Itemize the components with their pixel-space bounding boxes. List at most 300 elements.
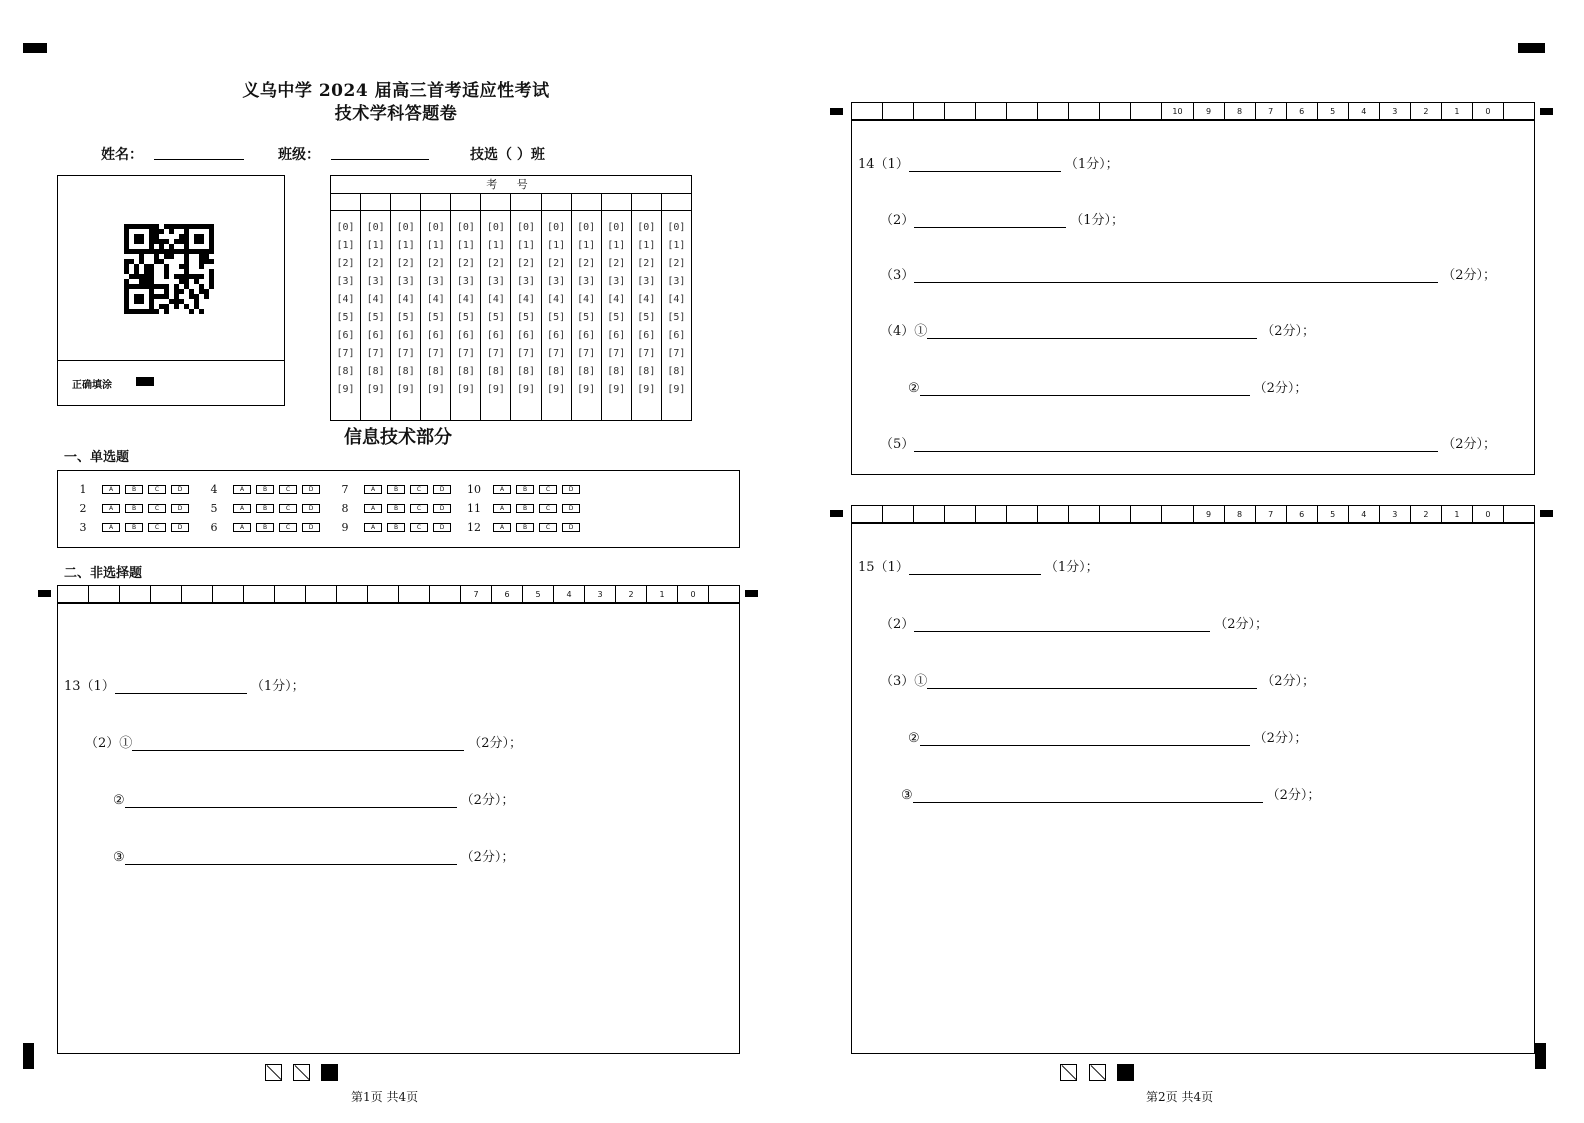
score-cell-blank[interactable] [1504, 506, 1534, 522]
exam-digit-bubble[interactable]: [1] [396, 240, 415, 251]
mcq-option-bubble[interactable]: D [302, 504, 320, 513]
score-cell-blank[interactable] [337, 586, 368, 602]
mcq-option-bubble[interactable]: C [279, 523, 297, 532]
exam-number-write-cell[interactable] [511, 194, 540, 211]
exam-digit-bubble[interactable]: [0] [366, 222, 385, 233]
exam-digit-bubble[interactable]: [1] [547, 240, 566, 251]
mcq-option-bubble[interactable]: C [279, 504, 297, 513]
exam-digit-bubble[interactable]: [8] [366, 366, 385, 377]
exam-digit-bubble[interactable]: [6] [366, 330, 385, 341]
mcq-option-bubble[interactable]: D [562, 485, 580, 494]
exam-digit-bubble[interactable]: [9] [396, 384, 415, 395]
q15-part1[interactable] [858, 556, 1099, 575]
mcq-option-bubble[interactable]: A [233, 485, 251, 494]
score-cell[interactable]: 2 [1411, 103, 1442, 119]
exam-digit-bubble[interactable]: [5] [667, 312, 686, 323]
exam-digit-bubble[interactable]: [8] [336, 366, 355, 377]
q14-3-answer-line[interactable] [914, 269, 1438, 283]
q15-part3-b[interactable] [908, 727, 1307, 746]
q15-3c-answer-line[interactable] [913, 789, 1263, 803]
exam-digit-bubble[interactable]: [1] [667, 240, 686, 251]
exam-digit-bubble[interactable]: [8] [667, 366, 686, 377]
mcq-option-bubble[interactable]: A [364, 504, 382, 513]
exam-digit-bubble[interactable]: [6] [667, 330, 686, 341]
score-cell-blank[interactable] [1131, 103, 1162, 119]
mcq-option-bubble[interactable]: D [302, 523, 320, 532]
exam-number-column[interactable] [331, 194, 361, 420]
exam-digit-bubble[interactable]: [8] [547, 366, 566, 377]
score-cell[interactable]: 8 [1225, 506, 1256, 522]
q14-part3[interactable] [880, 264, 1496, 283]
exam-digit-bubble[interactable]: [9] [456, 384, 475, 395]
score-cell[interactable]: 3 [585, 586, 616, 602]
exam-digit-bubble[interactable]: [3] [366, 276, 385, 287]
exam-digit-bubble[interactable]: [4] [637, 294, 656, 305]
mcq-question-8[interactable] [334, 502, 456, 515]
score-cell[interactable]: 7 [1256, 103, 1287, 119]
exam-digit-bubble[interactable]: [3] [637, 276, 656, 287]
exam-digit-bubble[interactable]: [6] [426, 330, 445, 341]
exam-number-grid[interactable] [330, 175, 692, 421]
exam-digit-bubble[interactable]: [0] [396, 222, 415, 233]
exam-number-column[interactable] [662, 194, 691, 420]
exam-digit-bubble[interactable]: [5] [637, 312, 656, 323]
q14-part4-b[interactable] [908, 377, 1307, 396]
q15-3a-answer-line[interactable] [927, 675, 1257, 689]
exam-digit-bubble[interactable]: [1] [486, 240, 505, 251]
q14-1-answer-line[interactable] [909, 158, 1061, 172]
exam-number-column[interactable] [361, 194, 391, 420]
mcq-option-bubble[interactable]: D [171, 523, 189, 532]
exam-digit-bubble[interactable]: [4] [516, 294, 536, 305]
exam-digit-bubble[interactable]: [9] [516, 384, 536, 395]
exam-digit-bubble[interactable]: [2] [577, 258, 596, 269]
mcq-option-bubble[interactable]: D [171, 504, 189, 513]
exam-digit-bubble[interactable]: [6] [336, 330, 355, 341]
score-cell-blank[interactable] [852, 103, 883, 119]
exam-digit-bubble[interactable]: [7] [426, 348, 445, 359]
mcq-option-bubble[interactable]: D [302, 485, 320, 494]
score-cell-blank[interactable] [151, 586, 182, 602]
exam-digit-bubble[interactable]: [6] [577, 330, 596, 341]
mcq-question-9[interactable] [334, 521, 456, 534]
exam-digit-bubble[interactable]: [7] [456, 348, 475, 359]
exam-digit-bubble[interactable]: [0] [516, 222, 536, 233]
exam-digit-bubble[interactable]: [6] [516, 330, 536, 341]
mcq-question-5[interactable] [203, 502, 325, 515]
score-cell-blank[interactable] [1007, 103, 1038, 119]
mcq-option-bubble[interactable]: C [148, 523, 166, 532]
score-cell[interactable]: 4 [554, 586, 585, 602]
score-cell[interactable]: 9 [1194, 103, 1225, 119]
score-cell-blank[interactable] [306, 586, 337, 602]
mcq-question-3[interactable] [72, 521, 194, 534]
score-cell[interactable]: 3 [1380, 506, 1411, 522]
exam-digit-bubble[interactable]: [0] [577, 222, 596, 233]
mcq-option-bubble[interactable]: B [516, 485, 534, 494]
exam-digit-bubble[interactable]: [3] [486, 276, 505, 287]
exam-digit-bubble[interactable]: [3] [577, 276, 596, 287]
exam-digit-bubble[interactable]: [4] [486, 294, 505, 305]
exam-digit-bubble[interactable]: [9] [667, 384, 686, 395]
exam-digit-bubble[interactable]: [3] [456, 276, 475, 287]
score-cell-blank[interactable] [914, 506, 945, 522]
exam-digit-bubble[interactable]: [8] [396, 366, 415, 377]
mcq-question-1[interactable] [72, 483, 194, 496]
mcq-option-bubble[interactable]: C [539, 523, 557, 532]
score-cell-blank[interactable] [1131, 506, 1162, 522]
mcq-option-bubble[interactable]: B [387, 504, 405, 513]
q15-2-answer-line[interactable] [914, 618, 1210, 632]
score-strip-q15[interactable] [851, 505, 1535, 523]
score-cell-blank[interactable] [275, 586, 306, 602]
score-cell[interactable]: 9 [1194, 506, 1225, 522]
mcq-option-bubble[interactable]: B [387, 485, 405, 494]
mcq-option-bubble[interactable]: D [433, 523, 451, 532]
exam-digit-bubble[interactable]: [6] [396, 330, 415, 341]
score-cell-blank[interactable] [1100, 103, 1131, 119]
score-cell-blank[interactable] [976, 103, 1007, 119]
exam-digit-bubble[interactable]: [8] [486, 366, 505, 377]
score-cell[interactable]: 3 [1380, 103, 1411, 119]
score-cell-blank[interactable] [1162, 506, 1193, 522]
score-cell-blank[interactable] [1038, 506, 1069, 522]
mcq-question-2[interactable] [72, 502, 194, 515]
exam-digit-bubble[interactable]: [6] [547, 330, 566, 341]
score-cell[interactable]: 1 [647, 586, 678, 602]
exam-digit-bubble[interactable]: [2] [426, 258, 445, 269]
exam-digit-bubble[interactable]: [2] [486, 258, 505, 269]
score-strip-q13[interactable] [57, 585, 740, 603]
exam-digit-bubble[interactable]: [8] [577, 366, 596, 377]
exam-digit-bubble[interactable]: [2] [667, 258, 686, 269]
score-cell-blank[interactable] [368, 586, 399, 602]
mcq-question-12[interactable] [463, 521, 585, 534]
exam-digit-bubble[interactable]: [9] [607, 384, 626, 395]
q13-2a-answer-line[interactable] [132, 737, 464, 751]
exam-digit-bubble[interactable]: [9] [637, 384, 656, 395]
score-cell-blank[interactable] [1007, 506, 1038, 522]
exam-digit-bubble[interactable]: [6] [456, 330, 475, 341]
exam-digit-bubble[interactable]: [3] [547, 276, 566, 287]
exam-digit-bubble[interactable]: [9] [577, 384, 596, 395]
score-cell-blank[interactable] [914, 103, 945, 119]
score-cell-blank[interactable] [1504, 103, 1534, 119]
exam-digit-bubble[interactable]: [4] [607, 294, 626, 305]
score-cell-blank[interactable] [430, 586, 461, 602]
exam-digit-bubble[interactable]: [4] [577, 294, 596, 305]
exam-number-column[interactable] [511, 194, 541, 420]
score-cell[interactable]: 7 [1256, 506, 1287, 522]
exam-digit-bubble[interactable]: [5] [456, 312, 475, 323]
exam-digit-bubble[interactable]: [3] [516, 276, 536, 287]
mcq-option-bubble[interactable]: A [102, 523, 120, 532]
exam-number-write-cell[interactable] [331, 194, 360, 211]
mcq-option-bubble[interactable]: B [516, 523, 534, 532]
exam-digit-bubble[interactable]: [8] [426, 366, 445, 377]
q14-4b-answer-line[interactable] [920, 382, 1250, 396]
mcq-option-bubble[interactable]: A [233, 504, 251, 513]
exam-number-column[interactable] [602, 194, 632, 420]
q15-3b-answer-line[interactable] [920, 732, 1250, 746]
mcq-option-bubble[interactable]: B [125, 485, 143, 494]
mcq-option-bubble[interactable]: A [364, 523, 382, 532]
mcq-option-bubble[interactable]: D [433, 504, 451, 513]
exam-digit-bubble[interactable]: [4] [336, 294, 355, 305]
mcq-option-bubble[interactable]: D [433, 485, 451, 494]
exam-digit-bubble[interactable]: [9] [426, 384, 445, 395]
exam-digit-bubble[interactable]: [7] [637, 348, 656, 359]
exam-digit-bubble[interactable]: [2] [456, 258, 475, 269]
exam-number-column[interactable] [542, 194, 572, 420]
exam-digit-bubble[interactable]: [5] [336, 312, 355, 323]
exam-digit-bubble[interactable]: [3] [396, 276, 415, 287]
score-cell-blank[interactable] [709, 586, 739, 602]
exam-digit-bubble[interactable]: [7] [366, 348, 385, 359]
score-cell[interactable]: 1 [1442, 506, 1473, 522]
exam-digit-bubble[interactable]: [1] [456, 240, 475, 251]
exam-digit-bubble[interactable]: [5] [547, 312, 566, 323]
q14-part2[interactable] [880, 209, 1124, 228]
mcq-option-bubble[interactable]: A [102, 485, 120, 494]
exam-digit-bubble[interactable]: [5] [396, 312, 415, 323]
mcq-option-bubble[interactable]: C [410, 485, 428, 494]
mcq-option-bubble[interactable]: B [516, 504, 534, 513]
exam-number-write-cell[interactable] [451, 194, 480, 211]
score-cell-blank[interactable] [852, 506, 883, 522]
exam-digit-bubble[interactable]: [8] [607, 366, 626, 377]
mcq-option-bubble[interactable]: B [256, 485, 274, 494]
exam-number-write-cell[interactable] [632, 194, 661, 211]
score-cell-blank[interactable] [244, 586, 275, 602]
exam-digit-bubble[interactable]: [6] [607, 330, 626, 341]
q15-part2[interactable] [880, 613, 1268, 632]
exam-digit-bubble[interactable]: [7] [396, 348, 415, 359]
name-field[interactable] [154, 159, 244, 160]
score-cell[interactable]: 0 [1473, 103, 1504, 119]
score-strip-q14[interactable] [851, 102, 1535, 120]
exam-number-write-cell[interactable] [602, 194, 631, 211]
score-cell-blank[interactable] [1100, 506, 1131, 522]
exam-digit-bubble[interactable]: [0] [667, 222, 686, 233]
mcq-question-4[interactable] [203, 483, 325, 496]
exam-digit-bubble[interactable]: [0] [426, 222, 445, 233]
score-cell-blank[interactable] [1069, 103, 1100, 119]
score-cell[interactable]: 6 [492, 586, 523, 602]
score-cell[interactable]: 8 [1225, 103, 1256, 119]
exam-digit-bubble[interactable]: [7] [547, 348, 566, 359]
exam-digit-bubble[interactable]: [2] [396, 258, 415, 269]
score-cell[interactable]: 7 [461, 586, 492, 602]
mcq-option-bubble[interactable]: C [539, 504, 557, 513]
exam-digit-bubble[interactable]: [3] [426, 276, 445, 287]
exam-digit-bubble[interactable]: [8] [516, 366, 536, 377]
mcq-option-bubble[interactable]: A [364, 485, 382, 494]
q14-2-answer-line[interactable] [914, 214, 1066, 228]
q13-part1[interactable] [64, 675, 305, 694]
score-cell[interactable]: 5 [523, 586, 554, 602]
exam-digit-bubble[interactable]: [2] [516, 258, 536, 269]
score-cell-blank[interactable] [945, 103, 976, 119]
score-cell[interactable]: 5 [1318, 103, 1349, 119]
exam-digit-bubble[interactable]: [9] [547, 384, 566, 395]
score-cell-blank[interactable] [883, 103, 914, 119]
exam-digit-bubble[interactable]: [7] [577, 348, 596, 359]
exam-number-write-cell[interactable] [481, 194, 510, 211]
exam-digit-bubble[interactable]: [4] [426, 294, 445, 305]
exam-number-column[interactable] [421, 194, 451, 420]
q13-2b-answer-line[interactable] [125, 794, 457, 808]
mcq-option-bubble[interactable]: C [148, 485, 166, 494]
exam-number-write-cell[interactable] [542, 194, 571, 211]
score-cell-blank[interactable] [120, 586, 151, 602]
q14-part5[interactable] [880, 433, 1496, 452]
mcq-option-bubble[interactable]: C [410, 504, 428, 513]
q15-1-answer-line[interactable] [909, 561, 1041, 575]
exam-digit-bubble[interactable]: [0] [607, 222, 626, 233]
score-cell[interactable]: 2 [1411, 506, 1442, 522]
exam-number-column[interactable] [451, 194, 481, 420]
exam-digit-bubble[interactable]: [7] [486, 348, 505, 359]
score-cell-blank[interactable] [58, 586, 89, 602]
score-cell[interactable]: 4 [1349, 103, 1380, 119]
score-cell-blank[interactable] [182, 586, 213, 602]
exam-digit-bubble[interactable]: [5] [426, 312, 445, 323]
mcq-option-bubble[interactable]: C [279, 485, 297, 494]
mcq-option-bubble[interactable]: A [233, 523, 251, 532]
q14-4a-answer-line[interactable] [927, 325, 1257, 339]
exam-digit-bubble[interactable]: [7] [336, 348, 355, 359]
mcq-option-bubble[interactable]: A [102, 504, 120, 513]
mcq-option-bubble[interactable]: A [493, 485, 511, 494]
exam-digit-bubble[interactable]: [5] [607, 312, 626, 323]
q14-part1[interactable] [858, 153, 1119, 172]
score-cell[interactable]: 4 [1349, 506, 1380, 522]
mcq-question-6[interactable] [203, 521, 325, 534]
mcq-question-10[interactable] [463, 483, 585, 496]
exam-digit-bubble[interactable]: [5] [486, 312, 505, 323]
mcq-question-11[interactable] [463, 502, 585, 515]
exam-digit-bubble[interactable]: [1] [336, 240, 355, 251]
exam-digit-bubble[interactable]: [7] [516, 348, 536, 359]
score-cell-blank[interactable] [945, 506, 976, 522]
score-cell-blank[interactable] [1038, 103, 1069, 119]
q15-part3-a[interactable] [880, 670, 1315, 689]
exam-digit-bubble[interactable]: [2] [336, 258, 355, 269]
q13-part2-a[interactable] [85, 732, 522, 751]
exam-digit-bubble[interactable]: [5] [366, 312, 385, 323]
exam-digit-bubble[interactable]: [0] [456, 222, 475, 233]
mcq-option-bubble[interactable]: B [125, 504, 143, 513]
exam-digit-bubble[interactable]: [6] [486, 330, 505, 341]
exam-digit-bubble[interactable]: [7] [607, 348, 626, 359]
exam-digit-bubble[interactable]: [1] [516, 240, 536, 251]
mcq-option-bubble[interactable]: B [387, 523, 405, 532]
score-cell[interactable]: 5 [1318, 506, 1349, 522]
score-cell-blank[interactable] [883, 506, 914, 522]
exam-digit-bubble[interactable]: [0] [486, 222, 505, 233]
mcq-option-bubble[interactable]: C [148, 504, 166, 513]
mcq-option-bubble[interactable]: C [539, 485, 557, 494]
exam-digit-bubble[interactable]: [1] [366, 240, 385, 251]
score-cell-blank[interactable] [399, 586, 430, 602]
mcq-option-bubble[interactable]: D [562, 504, 580, 513]
score-cell[interactable]: 2 [616, 586, 647, 602]
exam-digit-bubble[interactable]: [8] [637, 366, 656, 377]
mcq-option-bubble[interactable]: C [410, 523, 428, 532]
exam-number-column[interactable] [632, 194, 662, 420]
mcq-option-bubble[interactable]: A [493, 523, 511, 532]
exam-digit-bubble[interactable]: [2] [547, 258, 566, 269]
exam-digit-bubble[interactable]: [1] [577, 240, 596, 251]
exam-digit-bubble[interactable]: [9] [366, 384, 385, 395]
mcq-option-bubble[interactable]: D [562, 523, 580, 532]
exam-digit-bubble[interactable]: [4] [667, 294, 686, 305]
exam-digit-bubble[interactable]: [5] [577, 312, 596, 323]
exam-digit-bubble[interactable]: [3] [336, 276, 355, 287]
exam-digit-bubble[interactable]: [1] [426, 240, 445, 251]
exam-digit-bubble[interactable]: [4] [456, 294, 475, 305]
score-cell[interactable]: 1 [1442, 103, 1473, 119]
exam-digit-bubble[interactable]: [1] [607, 240, 626, 251]
mcq-question-7[interactable] [334, 483, 456, 496]
mcq-option-bubble[interactable]: B [256, 504, 274, 513]
exam-digit-bubble[interactable]: [2] [607, 258, 626, 269]
exam-number-write-cell[interactable] [572, 194, 601, 211]
exam-digit-bubble[interactable]: [8] [456, 366, 475, 377]
score-cell[interactable]: 0 [678, 586, 709, 602]
score-cell[interactable]: 6 [1287, 103, 1318, 119]
score-cell[interactable]: 0 [1473, 506, 1504, 522]
exam-digit-bubble[interactable]: [7] [667, 348, 686, 359]
q13-part2-b[interactable] [113, 789, 514, 808]
q14-part4-a[interactable] [880, 320, 1315, 339]
q14-5-answer-line[interactable] [914, 438, 1438, 452]
score-cell-blank[interactable] [1069, 506, 1100, 522]
score-cell[interactable]: 10 [1162, 103, 1193, 119]
exam-number-write-cell[interactable] [361, 194, 390, 211]
exam-number-column[interactable] [391, 194, 421, 420]
exam-number-column[interactable] [481, 194, 511, 420]
score-cell-blank[interactable] [213, 586, 244, 602]
score-cell[interactable]: 6 [1287, 506, 1318, 522]
exam-digit-bubble[interactable]: [2] [366, 258, 385, 269]
mcq-option-bubble[interactable]: A [493, 504, 511, 513]
exam-digit-bubble[interactable]: [2] [637, 258, 656, 269]
score-cell-blank[interactable] [89, 586, 120, 602]
exam-digit-bubble[interactable]: [0] [637, 222, 656, 233]
mcq-option-bubble[interactable]: B [256, 523, 274, 532]
exam-digit-bubble[interactable]: [4] [547, 294, 566, 305]
exam-digit-bubble[interactable]: [4] [396, 294, 415, 305]
exam-number-write-cell[interactable] [662, 194, 691, 211]
exam-digit-bubble[interactable]: [4] [366, 294, 385, 305]
exam-digit-bubble[interactable]: [0] [547, 222, 566, 233]
q13-2c-answer-line[interactable] [125, 851, 457, 865]
exam-number-write-cell[interactable] [391, 194, 420, 211]
exam-digit-bubble[interactable]: [0] [336, 222, 355, 233]
exam-digit-bubble[interactable]: [9] [486, 384, 505, 395]
exam-number-column[interactable] [572, 194, 602, 420]
mcq-option-bubble[interactable]: D [171, 485, 189, 494]
exam-digit-bubble[interactable]: [3] [607, 276, 626, 287]
exam-digit-bubble[interactable]: [3] [667, 276, 686, 287]
score-cell-blank[interactable] [976, 506, 1007, 522]
exam-digit-bubble[interactable]: [9] [336, 384, 355, 395]
exam-digit-bubble[interactable]: [6] [637, 330, 656, 341]
class-field[interactable] [331, 159, 429, 160]
exam-digit-bubble[interactable]: [1] [637, 240, 656, 251]
